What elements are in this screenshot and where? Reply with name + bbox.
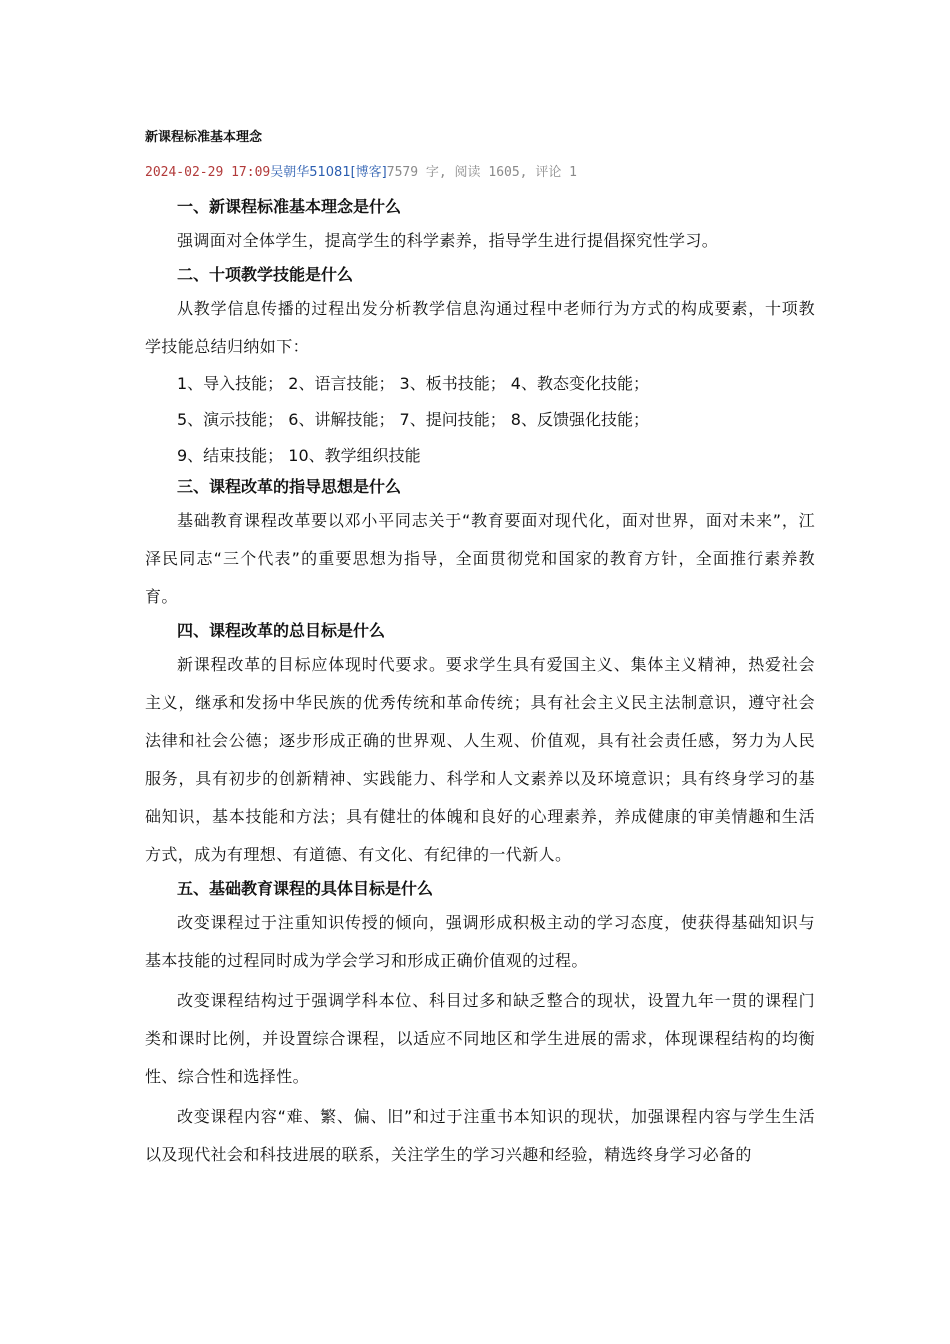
paragraph: 改变课程过于注重知识传授的倾向，强调形成积极主动的学习态度，使获得基础知识与基本技能的过程同时成为学会学习和形成正确价值观的过程。	[145, 913, 815, 970]
post-date: 2024-02-29 17:09	[145, 165, 271, 180]
paragraph: 新课程改革的目标应体现时代要求。要求学生具有爱国主义、集体主义精神，热爱社会主义，继承和发扬中华民族的优秀传统和革命传统；具有社会主义民主法制意识，遵守社会法律和社会公德；逐步形成正确的世界观、人生观、价值观，具有社会责任感，努力为人民服务，具有初步的创新精神、实践能力、科学和人文素养以及环境意识；具有终身学习的基础知识，基本技能和方法；具有健壮的体魄和良好的心理素养，养成健康的审美情趣和生活方式，成为有理想、有道德、有文化、有纪律的一代新人。	[145, 655, 815, 864]
paragraph: 强调面对全体学生，提高学生的科学素养，指导学生进行提倡探究性学习。	[177, 231, 719, 250]
article-body	[145, 194, 815, 1174]
section-heading: 五、基础教育课程的具体目标是什么	[177, 879, 434, 898]
skills-row: 5、演示技能； 6、讲解技能； 7、提问技能； 8、反馈强化技能；	[177, 410, 649, 429]
skills-row: 9、结束技能； 10、教学组织技能	[177, 446, 421, 465]
author-link[interactable]: 吴朝华51081	[270, 165, 351, 180]
section-heading: 四、课程改革的总目标是什么	[177, 621, 386, 640]
post-stats: 7579 字, 阅读 1605, 评论 1	[386, 165, 577, 180]
paragraph: 从教学信息传播的过程出发分析教学信息沟通过程中老师行为方式的构成要素，十项教学技能总结归纳如下：	[145, 299, 815, 356]
paragraph: 基础教育课程改革要以邓小平同志关于“教育要面对现代化，面对世界，面对未来”，江泽民同志“三个代表”的重要思想为指导，全面贯彻党和国家的教育方针，全面推行素养教育。	[145, 511, 815, 606]
blog-tag-link[interactable]: [博客]	[350, 165, 387, 180]
paragraph: 改变课程内容“难、繁、偏、旧”和过于注重书本知识的现状，加强课程内容与学生生活以及现代社会和科技进展的联系，关注学生的学习兴趣和经验，精选终身学习必备的	[145, 1107, 815, 1164]
section-heading: 三、课程改革的指导思想是什么	[177, 477, 402, 496]
paragraph: 改变课程结构过于强调学科本位、科目过多和缺乏整合的现状，设置九年一贯的课程门类和课时比例，并设置综合课程，以适应不同地区和学生进展的需求，体现课程结构的均衡性、综合性和选择性。	[145, 991, 815, 1086]
article-meta	[145, 161, 577, 180]
article-title: 新课程标准基本理念	[145, 130, 263, 145]
section-heading: 二、十项教学技能是什么	[177, 265, 354, 284]
section-heading: 一、新课程标准基本理念是什么	[177, 197, 402, 216]
skills-list	[145, 366, 815, 474]
skills-row: 1、导入技能； 2、语言技能； 3、板书技能； 4、教态变化技能；	[177, 374, 649, 393]
